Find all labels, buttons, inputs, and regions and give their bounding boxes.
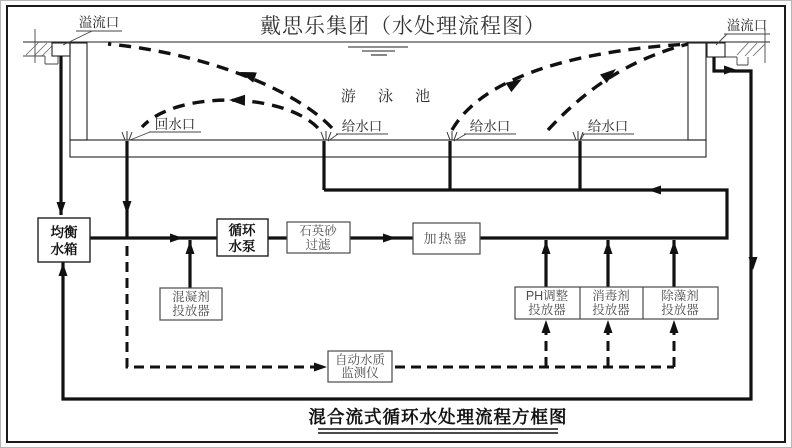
coagulant-label-line1: 混凝剂: [172, 290, 210, 304]
supply-outlet-label-2: 给水口: [469, 119, 511, 134]
pump-label-line2: 水泵: [228, 239, 256, 254]
disinfectant-doser-label-line2: 投放器: [592, 303, 630, 317]
water-quality-monitor-box: [328, 351, 392, 382]
coagulant-doser-box: [160, 288, 222, 320]
balance-tank-label-line2: 水箱: [50, 242, 78, 257]
dosing-units-box: [515, 287, 718, 319]
balance-tank-box: [38, 218, 90, 262]
balance-tank-label-line1: 均衡: [50, 225, 78, 240]
circulation-pump-box: [217, 219, 268, 256]
quartz-sand-filter-box: [287, 222, 350, 253]
filter-label-line2: 过滤: [305, 238, 331, 252]
algaecide-doser-label-line1: 除藻剂: [661, 289, 699, 303]
monitor-label-line2: 监测仪: [341, 366, 379, 380]
heater-box: [413, 223, 480, 254]
supply-outlet-label-3: 给水口: [587, 119, 629, 134]
pool-name-label: 游 泳 池: [340, 88, 440, 105]
diagram-title-bottom: 混合流式循环水处理流程方框图: [308, 407, 568, 427]
overflow-right-label: 溢流口: [726, 18, 768, 33]
heater-label: 加热器: [423, 231, 469, 246]
disinfectant-doser-label-line1: 消毒剂: [592, 289, 630, 303]
algaecide-doser-label-line2: 投放器: [661, 303, 699, 317]
return-outlet-label: 回水口: [154, 117, 196, 132]
monitor-label-line1: 自动水质: [334, 353, 386, 367]
filter-label-line1: 石英砂: [299, 224, 337, 238]
diagram-title-bottom-group: [309, 407, 568, 433]
drawing-border: [7, 6, 785, 442]
ph-doser-label-line1: PH调整: [525, 289, 569, 303]
coagulant-label-line2: 投放器: [172, 304, 210, 318]
supply-outlet-label-1: 给水口: [341, 119, 383, 134]
ph-doser-label-line2: 投放器: [528, 303, 566, 317]
overflow-left-label: 溢流口: [78, 15, 120, 30]
diagram-title-top: 戴思乐集团（水处理流程图）: [260, 15, 546, 38]
pump-label-line1: 循环: [228, 223, 256, 238]
